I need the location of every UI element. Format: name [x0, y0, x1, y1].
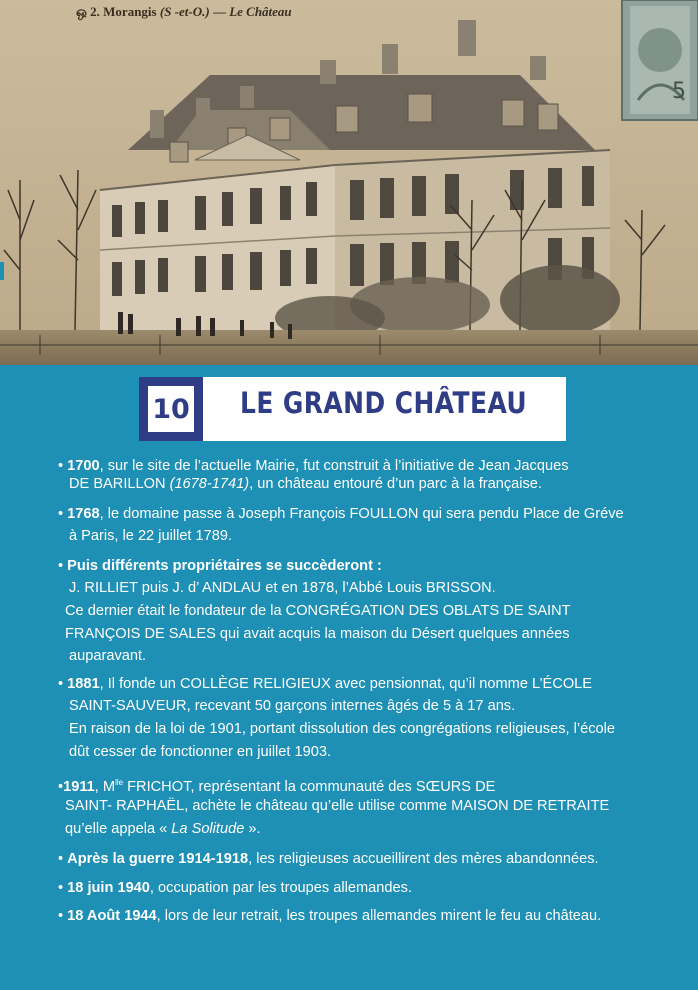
entry-1944-line-1 — [58, 907, 601, 925]
entry-date: 18 juin 1940 — [67, 880, 150, 896]
entry-1914-line-1 — [58, 850, 599, 868]
chapter-number-box — [139, 377, 203, 441]
edge-strip — [0, 262, 4, 280]
caption-ornament-icon: ஒ — [76, 4, 87, 19]
bullet: • — [58, 908, 64, 924]
entry-1881-line-3: En raison de la loi de 1901, portant dissolution des congrégations religieuses, l’école — [69, 721, 615, 737]
page-title: LE GRAND CHÂTEAU — [240, 386, 528, 420]
caption-place: Morangis — [103, 4, 157, 19]
caption-title: Le Château — [229, 4, 292, 19]
chateau-postcard-photo — [0, 0, 698, 365]
bullet: • — [58, 851, 64, 867]
entry-text: , lors de leur retrait, les troupes allemandes mirent le feu au château. — [156, 908, 602, 924]
entry-text: , M — [94, 778, 116, 795]
entry-text: , un château entouré d’un parc à la française. — [249, 476, 542, 492]
entry-1700-line-1 — [58, 457, 569, 475]
entry-owners-line-5: auparavant. — [69, 648, 147, 664]
entry-1940-line-1 — [58, 879, 412, 897]
entry-owners-line-2: J. RILLIET puis J. d’ ANDLAU et en 1878, l’Abbé Louis BRISSON. — [69, 580, 496, 596]
chateau-illustration — [0, 0, 698, 365]
entry-date: 18 Août 1944 — [67, 908, 157, 924]
entry-1881-line-2: SAINT-SAUVEUR, recevant 50 garçons internes âgés de 5 à 17 ans. — [69, 698, 516, 714]
entry-date: Après la guerre 1914-1918 — [67, 851, 249, 867]
entry-text: qu’elle appela « — [65, 821, 172, 837]
entry-dates-italic: (1678-1741) — [169, 476, 250, 492]
entry-text: FRICHOT, représentant la communauté des SŒURS DE — [123, 778, 496, 795]
entry-date: 1700 — [67, 458, 100, 474]
entry-owners-line-4: FRANÇOIS DE SALES qui avait acquis la maison du Désert quelques années — [65, 626, 570, 642]
bullet: • — [58, 558, 64, 574]
entry-superscript: lle — [115, 778, 124, 787]
postage-stamp — [618, 0, 698, 124]
entry-1700-line-2 — [69, 475, 542, 493]
entry-text: DE BARILLON — [69, 476, 170, 492]
entry-1911-line-3 — [65, 820, 261, 838]
entry-1768-line-2: à Paris, le 22 juillet 1789. — [69, 528, 233, 544]
entry-date: 1881 — [67, 676, 100, 692]
entry-1881-line-4: dût cesser de fonctionner en juillet 1903. — [69, 744, 332, 760]
postcard-caption — [76, 4, 292, 21]
caption-separator: — — [212, 4, 226, 19]
entry-text: , sur le site de l’actuelle Mairie, fut construit à l’initiative de Jean Jacques — [99, 458, 569, 474]
entry-1911-line-1 — [58, 774, 495, 796]
entry-date: 1911 — [63, 778, 95, 795]
entry-text: ». — [244, 821, 261, 837]
entry-owners-line-1 — [58, 557, 382, 575]
bullet: • — [58, 778, 64, 795]
caption-number: 2. — [90, 4, 100, 19]
entry-text: , occupation par les troupes allemandes. — [149, 880, 412, 896]
bullet: • — [58, 458, 64, 474]
entry-italic-name: La Solitude — [171, 821, 245, 837]
caption-dept: (S -et-O.) — [159, 4, 210, 19]
entry-date: 1768 — [67, 506, 100, 522]
bullet: • — [58, 676, 64, 692]
entry-text: , Il fonde un COLLÈGE RELIGIEUX avec pensionnat, qu’il nomme L’ÉCOLE — [99, 676, 593, 692]
entry-owners-line-3: Ce dernier était le fondateur de la CONGRÉGATION DES OBLATS DE SAINT — [65, 603, 571, 619]
bullet: • — [58, 506, 64, 522]
entry-heading: Puis différents propriétaires se succèderont : — [67, 558, 382, 574]
entry-1881-line-1 — [58, 675, 592, 693]
bullet: • — [58, 880, 64, 896]
entry-text: , les religieuses accueillirent des mères abandonnées. — [248, 851, 599, 867]
chapter-number: 10 — [148, 386, 194, 432]
entry-text: , le domaine passe à Joseph François FOULLON qui sera pendu Place de Gréve — [99, 506, 624, 522]
stamp-value: 5 — [672, 79, 686, 104]
entry-1768-line-1 — [58, 505, 624, 523]
entry-1911-line-2: SAINT- RAPHAËL, achète le château qu’elle utilise comme MAISON DE RETRAITE — [65, 798, 610, 814]
